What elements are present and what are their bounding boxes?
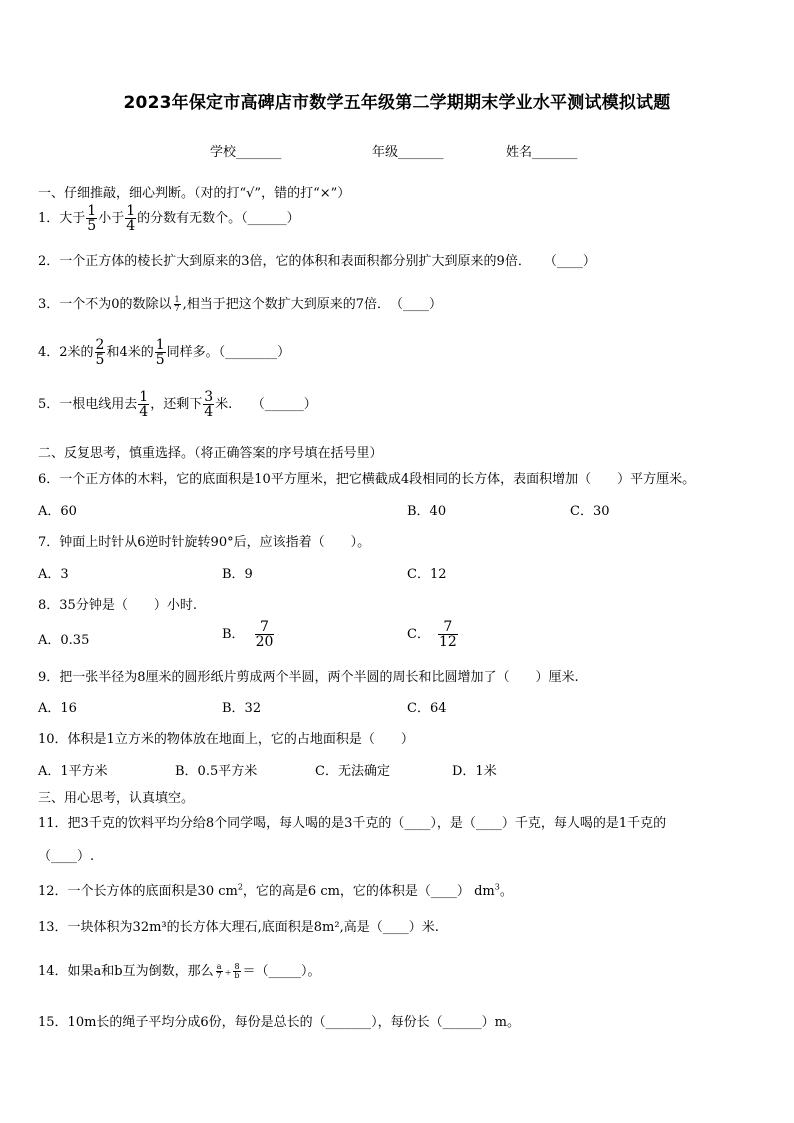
fraction: $\frac{1}{7}$ (174, 295, 180, 313)
option-b[interactable]: B． $\frac{7}{20}$ (222, 619, 274, 650)
fraction: $\frac{8}{b}$ (234, 962, 240, 980)
question-13: 13．一块体积为32m³的长方体大理石,底面积是8m²,高是（____）米. (38, 920, 439, 935)
option-c[interactable]: C． $\frac{7}{12}$ (407, 619, 457, 650)
question-8: 8．35分钟是（ ）小时. (38, 598, 197, 613)
question-3: 3．一个不为0的数除以 $\frac{1}{7}$ ,相当于把这个数扩大到原来的7倍． （____） (38, 295, 443, 313)
option-b[interactable]: B．0.5平方米 (175, 764, 258, 779)
fraction: $\frac{1}{4}$ (139, 389, 149, 420)
option-b[interactable]: B．32 (222, 701, 262, 716)
fraction: $\frac{3}{4}$ (204, 389, 214, 420)
question-7: 7．钟面上时针从6逆时针旋转90°后，应该指着（ ）。 (38, 535, 371, 550)
question-4: 4．2米的 $\frac{2}{5}$ 和4米的 $\frac{1}{5}$ 同样多。（________） (38, 337, 291, 368)
page-title: 2023年保定市高碑店市数学五年级第二学期期末学业水平测试模拟试题 (123, 93, 671, 113)
fraction: $\frac{7}{12}$ (438, 619, 457, 650)
fraction: $\frac{1}{5}$ (155, 337, 165, 368)
fraction: $\frac{1}{5}$ (87, 203, 97, 234)
option-c[interactable]: C．12 (407, 567, 447, 582)
question-2: 2．一个正方体的棱长扩大到原来的3倍，它的体积和表面积都分别扩大到原来的9倍． （____） (38, 254, 596, 269)
option-c[interactable]: C．30 (570, 504, 610, 519)
question-6: 6．一个正方体的木料，它的底面积是10平方厘米，把它横截成4段相同的长方体，表面积增加（ ）平方厘米。 (38, 472, 696, 487)
option-a[interactable]: A．16 (38, 701, 77, 716)
option-d[interactable]: D．1米 (452, 764, 497, 779)
fraction: $\frac{2}{5}$ (95, 337, 105, 368)
option-a[interactable]: A．1平方米 (38, 764, 108, 779)
question-9: 9．把一张半径为8厘米的圆形纸片剪成两个半圆，两个半圆的周长和比圆增加了（ ）厘米. (38, 670, 579, 685)
question-10: 10．体积是1立方米的物体放在地面上，它的占地面积是（ ） (38, 732, 414, 747)
name-field[interactable]: 姓名_______ (506, 145, 578, 160)
fraction: $\frac{1}{4}$ (126, 203, 136, 234)
option-c[interactable]: C．64 (407, 701, 447, 716)
option-c[interactable]: C．无法确定 (315, 764, 390, 779)
question-11: 11．把3千克的饮料平均分给8个同学喝，每人喝的是3千克的（____），是（____）千克，每人喝的是1千克的 (38, 816, 667, 831)
option-a[interactable]: A．0.35 (38, 633, 90, 648)
fraction: $\frac{a}{7}$ (216, 962, 222, 980)
question-15: 15．10m长的绳子平均分成6份，每份是总长的（_______），每份长（______）m。 (38, 1015, 521, 1030)
option-a[interactable]: A．3 (38, 567, 69, 582)
option-b[interactable]: B．9 (222, 567, 253, 582)
section-3-heading: 三、用心思考，认真填空。 (38, 791, 195, 806)
option-b[interactable]: B．40 (407, 504, 447, 519)
question-11-continued: （____）. (38, 849, 95, 864)
school-field[interactable]: 学校_______ (210, 145, 282, 160)
question-1: 1．大于 $\frac{1}{5}$ 小于 $\frac{1}{4}$ 的分数有无数个。（______） (38, 203, 300, 234)
question-5: 5．一根电线用去 $\frac{1}{4}$ ，还剩下 $\frac{3}{4}$ 米. （______） (38, 389, 317, 420)
question-12: 12．一个长方体的底面积是30 $cm^2$，它的高是6 cm，它的体积是（____） $dm^3$。 (38, 882, 513, 899)
question-14: 14．如果a和b互为倒数，那么 $\frac{a}{7}$ ÷ $\frac{8}{b}$ ＝（_____）。 (38, 962, 321, 980)
grade-field[interactable]: 年级_______ (372, 145, 444, 160)
option-a[interactable]: A．60 (38, 504, 77, 519)
fraction: $\frac{7}{20}$ (255, 619, 274, 650)
section-2-heading: 二、反复思考，慎重选择。（将正确答案的序号填在括号里） (38, 446, 383, 461)
section-1-heading: 一、仔细推敲，细心判断。（对的打“√”，错的打“×”） (38, 186, 351, 201)
